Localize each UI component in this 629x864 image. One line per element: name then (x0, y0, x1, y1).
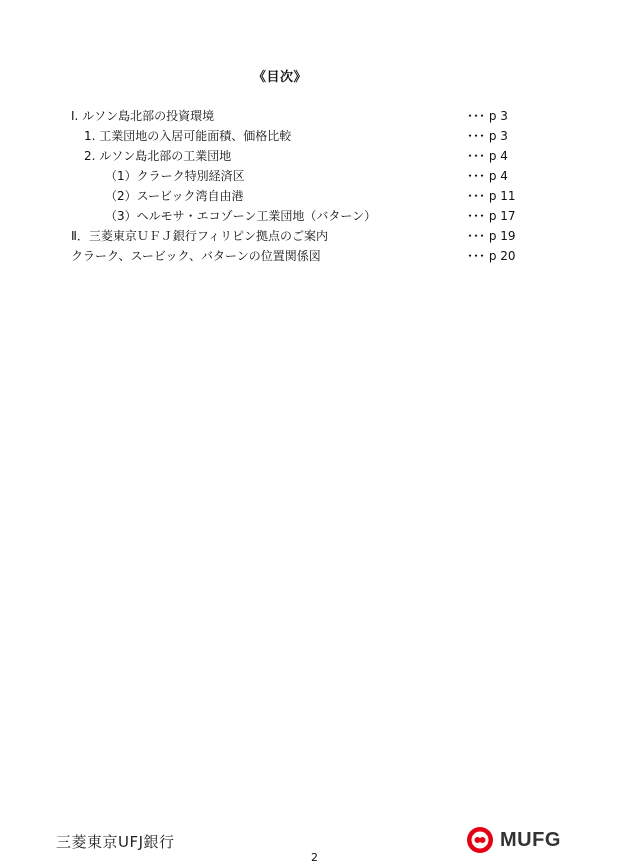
toc-entry-1-1[interactable] (0, 126, 629, 146)
toc-entry-page: ･･･ p 4 (467, 149, 508, 163)
toc-entry-page: ･･･ p 4 (467, 169, 508, 183)
toc-heading: 《目次》 (252, 70, 307, 85)
toc-entry-label: （1）クラーク特別経済区 (105, 169, 245, 183)
toc-entry-1-2[interactable] (0, 146, 629, 166)
toc-entry-1-2-1[interactable] (0, 166, 629, 186)
mufg-logo (466, 826, 561, 854)
mufg-logo-text: MUFG (500, 828, 561, 851)
toc-entry-label: Ⅱ．三菱東京ＵＦＪ銀行フィリピン拠点のご案内 (71, 229, 328, 243)
toc-entry-label: （3）ヘルモサ・エコゾーン工業団地（バターン） (105, 209, 377, 223)
toc-entry-location-map[interactable] (0, 246, 629, 266)
toc-entry-1-2-2[interactable] (0, 186, 629, 206)
toc-entry-label: 2. ルソン島北部の工業団地 (84, 149, 232, 163)
toc-entry-label: （2）スービック湾自由港 (105, 189, 244, 203)
toc-entry-page: ･･･ p 17 (467, 209, 516, 223)
toc-entry-label: クラーク、スービック、バターンの位置関係図 (71, 249, 321, 263)
toc-entry-section-2[interactable] (0, 226, 629, 246)
toc-entry-label: 1. 工業団地の入居可能面積、価格比較 (84, 129, 292, 143)
toc-list (0, 106, 629, 266)
toc-entry-page: ･･･ p 19 (467, 229, 516, 243)
toc-entry-page: ･･･ p 3 (467, 129, 508, 143)
bank-name: 三菱東京UFJ銀行 (56, 833, 175, 851)
toc-entry-page: ･･･ p 11 (467, 189, 516, 203)
toc-entry-page: ･･･ p 3 (467, 109, 508, 123)
mufg-logo-mark-icon (466, 826, 494, 854)
toc-entry-label: I. ルソン島北部の投資環境 (71, 109, 215, 123)
toc-entry-page: ･･･ p 20 (467, 249, 516, 263)
page-number: 2 (311, 851, 318, 864)
toc-entry-section-1[interactable] (0, 106, 629, 126)
toc-entry-1-2-3[interactable] (0, 206, 629, 226)
